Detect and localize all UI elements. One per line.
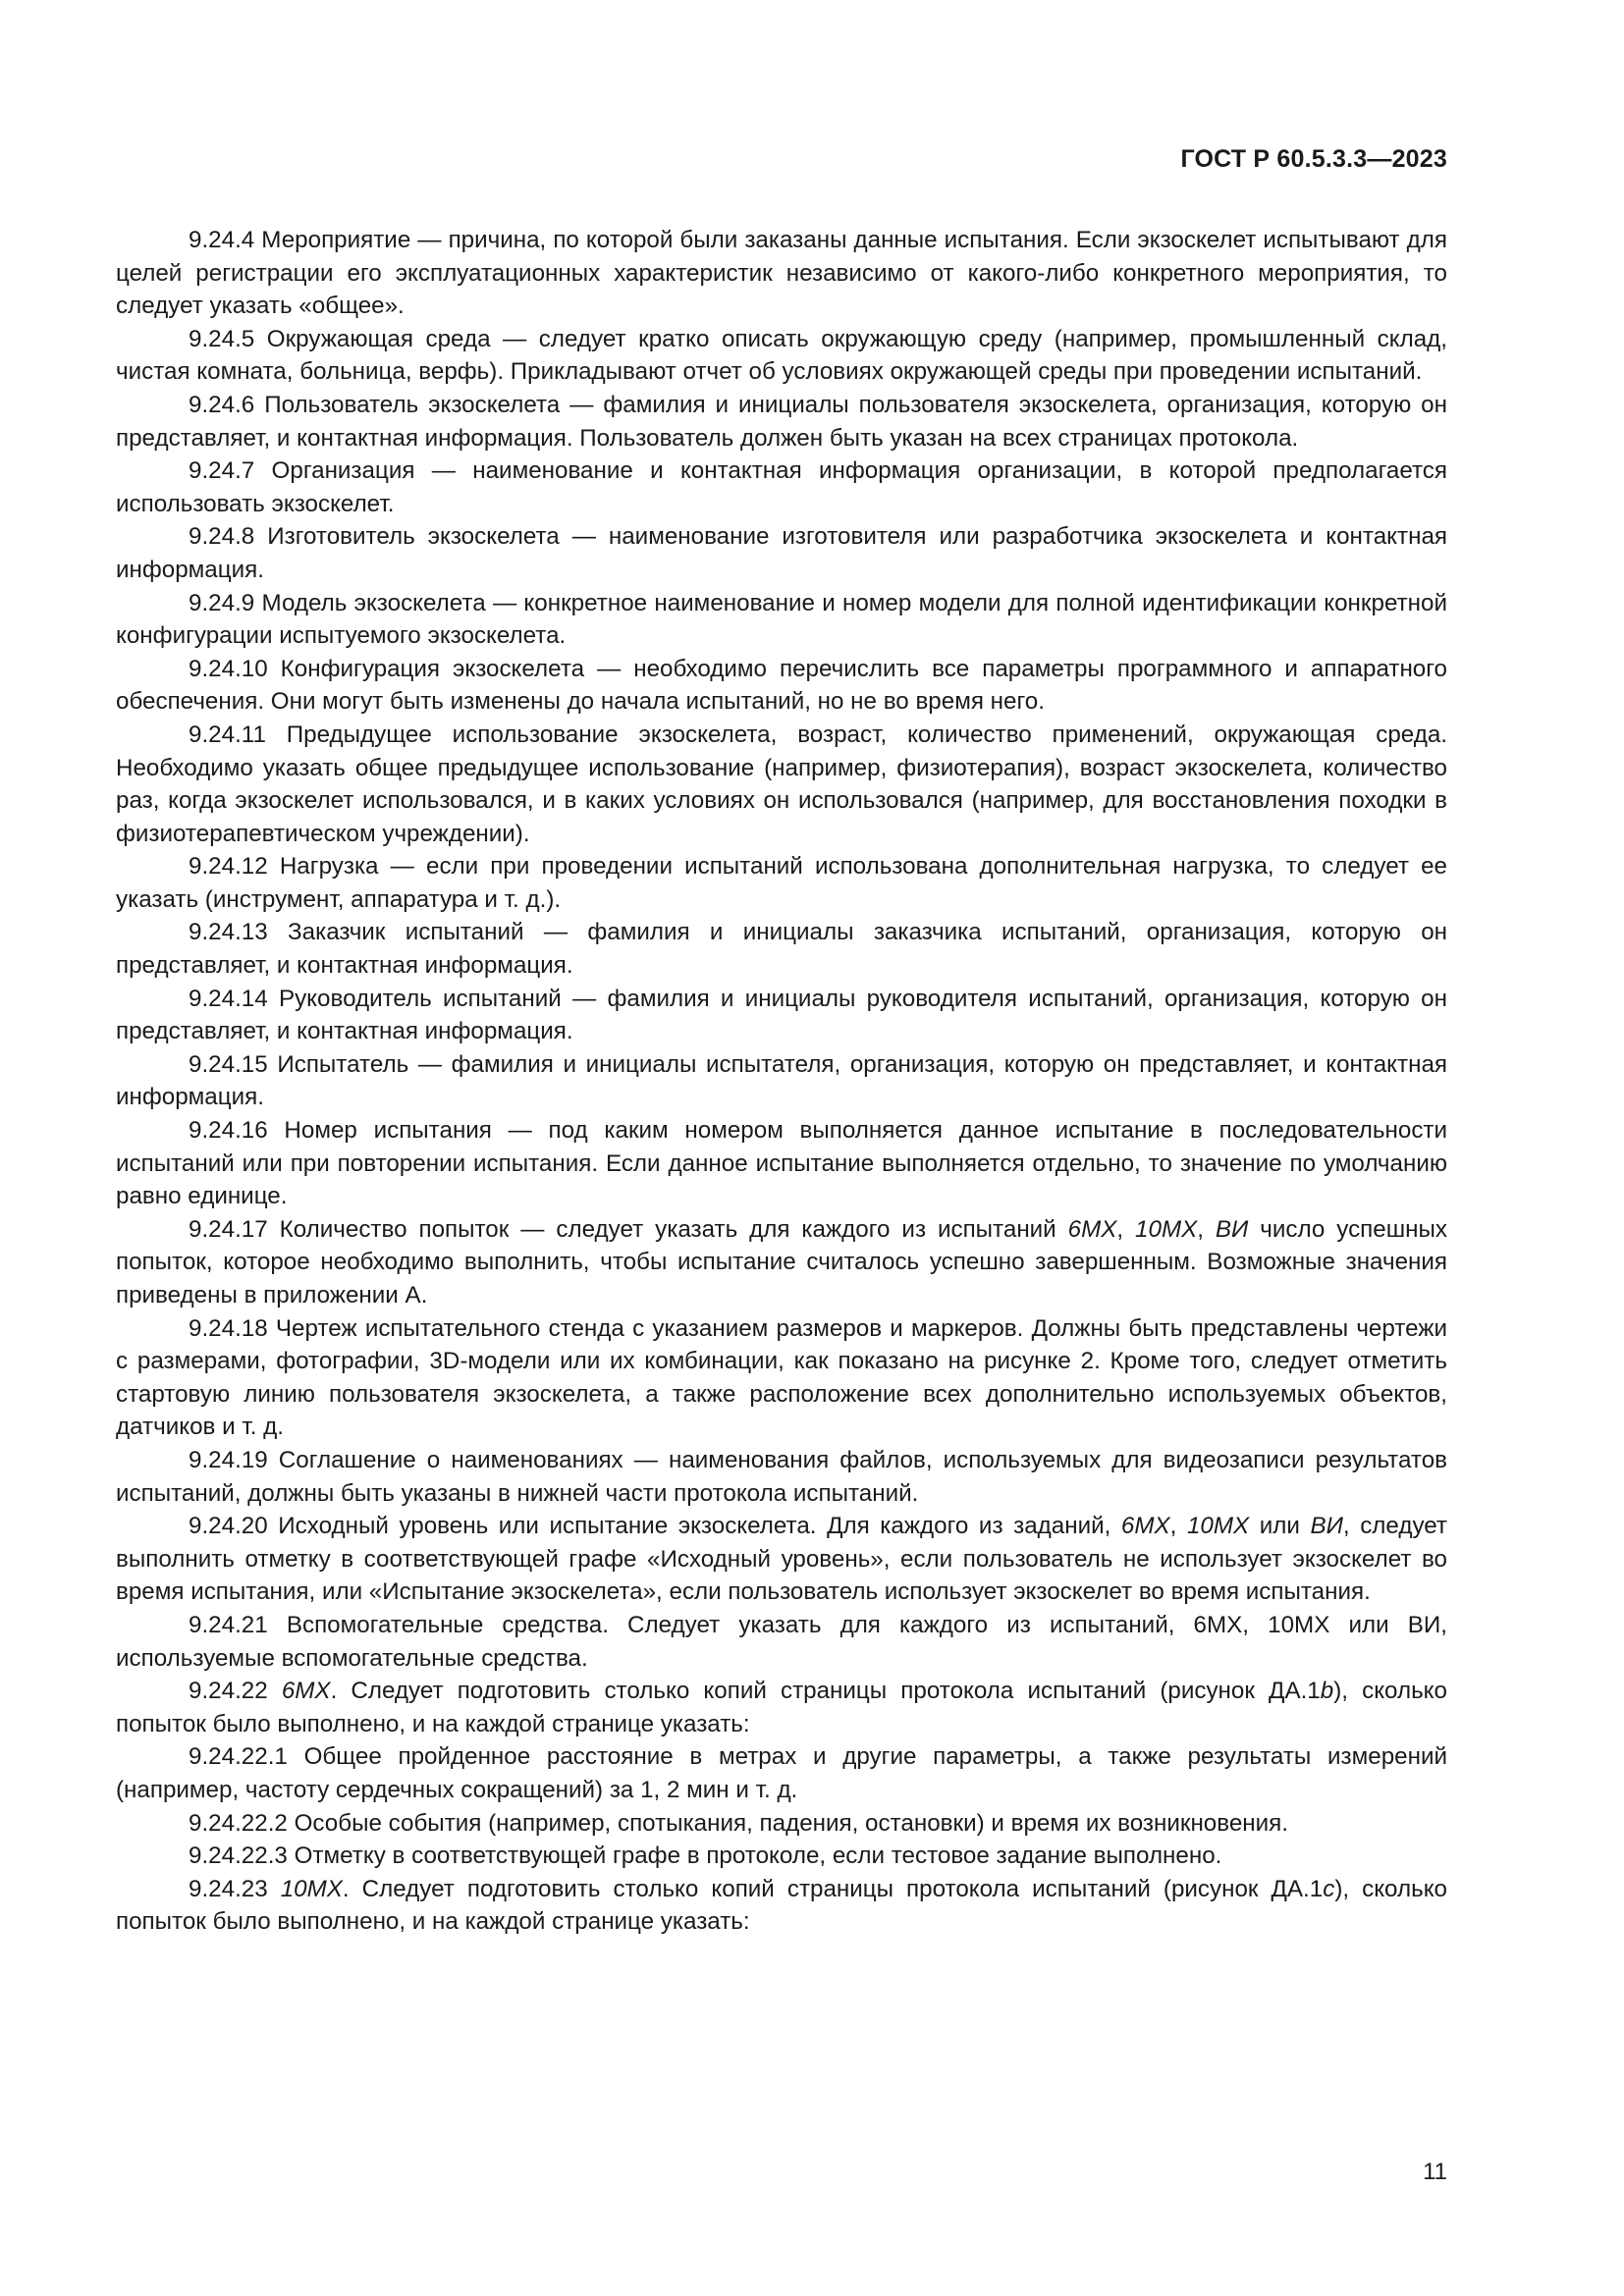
text-run: 9.24.23 [189,1875,281,1902]
text-run: 9.24.20 Исходный уровень или испытание экзоскелета. Для каждого из заданий, [189,1513,1121,1540]
text-run: 9.24.7 Организация — наименование и контактная информация организации, в которой предполагается использовать экзоскелет. [116,457,1447,517]
text-run: , следует выполнить отметку в соответствующей графе «Исходный уровень», если пользователь не использует экзоскелет во время испытания, или «Испытание экзоскелета», если пользователь использует экзоскелет во время испытания. [116,1513,1448,1606]
document-body [116,224,1447,1939]
text-run: ), сколько попыток было выполнено, и на каждой странице указать: [116,1678,1447,1737]
text-run: 9.24.17 Количество попыток — следует указать для каждого из испытаний [189,1215,1068,1243]
text-run: , [1169,1513,1187,1540]
italic-term: 10МХ [1186,1513,1250,1540]
italic-term: ВИ [1310,1513,1343,1540]
text-run: . Следует подготовить столько копий страницы протокола испытаний (рисунок ДА.1 [330,1678,1321,1705]
text-run: ), сколько попыток было выполнено, и на каждой странице указать: [116,1875,1448,1936]
text-run: 9.24.18 Чертеж испытательного стенда с указанием размеров и маркеров. Должны быть представлены чертежи с размерами, фотографии, 3D-модели или их комбинации, как показано на рисунке 2. Кроме того, следует отметить стартовую линию пользователя экзоскелета, а также расположение всех дополнительно используемых объектов, датчиков и т. д. [116,1314,1447,1441]
paragraph-9-24-12 [116,850,1447,916]
text-run: 9.24.22.3 Отметку в соответствующей графе в протоколе, если тестовое задание выполнено. [189,1842,1222,1870]
text-run: 9.24.6 Пользователь экзоскелета — фамилия и инициалы пользователя экзоскелета, организация, которую он представляет, и контактная информация. Пользователь должен быть указан на всех страницах протокола. [116,391,1447,452]
text-run: 9.24.4 Мероприятие — причина, по которой были заказаны данные испытания. Если экзоскелет испытывают для целей регистрации его эксплуатационных характеристик независимо от какого-либо конкретного мероприятия, то следует указать «общее». [116,227,1447,320]
paragraph-9-24-15 [116,1048,1447,1114]
text-run: 9.24.11 Предыдущее использование экзоскелета, возраст, количество применений, окружающая среда. Необходимо указать общее предыдущее использование (например, физиотерапия), возраст экзоскелета, количество раз, когда экзоскелет использовался, и в каких условиях он использовался (например, для восстановления походки в физиотерапевтическом учреждении). [116,721,1447,847]
paragraph-9-24-17 [116,1213,1447,1312]
paragraph-9-24-22-3 [116,1840,1447,1873]
paragraph-9-24-23 [116,1873,1447,1939]
text-run: число успешных попыток, которое необходимо выполнить, чтобы испытание считалось успешно завершенным. Возможные значения приведены в приложении А. [116,1215,1447,1308]
paragraph-9-24-16 [116,1114,1447,1213]
paragraph-9-24-19 [116,1444,1447,1510]
italic-term: 10МХ [1135,1215,1198,1243]
paragraph-9-24-22-2 [116,1807,1447,1841]
text-run: . Следует подготовить столько копий страницы протокола испытаний (рисунок ДА.1 [342,1875,1324,1902]
text-run: 9.24.19 Соглашение о наименованиях — наименования файлов, используемых для видеозаписи результатов испытаний, должны быть указаны в нижней части протокола испытаний. [116,1446,1447,1507]
paragraph-9-24-4 [116,224,1447,323]
paragraph-9-24-9 [116,587,1447,653]
paragraph-9-24-6 [116,389,1447,454]
paragraph-9-24-22 [116,1675,1447,1740]
text-run: , [1116,1215,1136,1243]
text-run: или [1249,1513,1311,1540]
text-run: 9.24.22 [189,1678,282,1705]
text-run: 9.24.5 Окружающая среда — следует кратко описать окружающую среду (например, промышленный склад, чистая комната, больница, верфь). Прикладывают отчет об условиях окружающей среды при проведении испытаний. [116,325,1447,386]
italic-term: 6МХ [1067,1215,1117,1243]
text-run: 9.24.12 Нагрузка — если при проведении испытаний использована дополнительная нагрузка, то следует ее указать (инструмент, аппаратура и т. д.). [116,853,1447,913]
text-run: 9.24.21 Вспомогательные средства. Следует указать для каждого из испытаний, 6МХ, 10МХ или ВИ, используемые вспомогательные средства. [116,1611,1447,1672]
italic-term: 6МХ [281,1678,331,1705]
standard-header: ГОСТ Р 60.5.3.3—2023 [1180,145,1447,173]
italic-term: b [1320,1678,1334,1705]
italic-term: c [1323,1875,1335,1902]
text-run: 9.24.10 Конфигурация экзоскелета — необходимо перечислить все параметры программного и аппаратного обеспечения. Они могут быть изменены до начала испытаний, но не во время него. [116,655,1447,716]
text-run: 9.24.9 Модель экзоскелета — конкретное наименование и номер модели для полной идентификации конкретной конфигурации испытуемого экзоскелета. [116,589,1447,650]
text-run: 9.24.13 Заказчик испытаний — фамилия и инициалы заказчика испытаний, организация, которую он представляет, и контактная информация. [116,919,1447,980]
page-number: 11 [1423,2159,1447,2185]
text-run: 9.24.16 Номер испытания — под каким номером выполняется данное испытание в последовательности испытаний или при повторении испытания. Если данное испытание выполняется отдельно, то значение по умолчанию равно единице. [116,1117,1447,1210]
paragraph-9-24-22-1 [116,1740,1447,1806]
text-run: 9.24.14 Руководитель испытаний — фамилия и инициалы руководителя испытаний, организация, которую он представляет, и контактная информация. [116,985,1447,1045]
paragraph-9-24-11 [116,719,1447,850]
italic-term: ВИ [1215,1215,1249,1243]
italic-term: 10МХ [280,1875,343,1902]
paragraph-9-24-18 [116,1312,1447,1444]
paragraph-9-24-21 [116,1609,1447,1675]
paragraph-9-24-10 [116,653,1447,719]
paragraph-9-24-20 [116,1510,1447,1609]
text-run: 9.24.22.2 Особые события (например, спотыкания, падения, остановки) и время их возникновения. [189,1809,1288,1837]
text-run: 9.24.22.1 Общее пройденное расстояние в метрах и другие параметры, а также результаты измерений (например, частоту сердечных сокращений) за 1, 2 мин и т. д. [116,1743,1447,1803]
text-run: , [1197,1215,1216,1243]
italic-term: 6МХ [1120,1513,1170,1540]
paragraph-9-24-14 [116,983,1447,1048]
paragraph-9-24-5 [116,323,1447,389]
text-run: 9.24.15 Испытатель — фамилия и инициалы испытателя, организация, которую он представляет, и контактная информация. [116,1050,1447,1111]
paragraph-9-24-8 [116,520,1447,586]
text-run: 9.24.8 Изготовитель экзоскелета — наименование изготовителя или разработчика экзоскелета и контактная информация. [116,523,1447,583]
paragraph-9-24-7 [116,454,1447,520]
paragraph-9-24-13 [116,916,1447,982]
